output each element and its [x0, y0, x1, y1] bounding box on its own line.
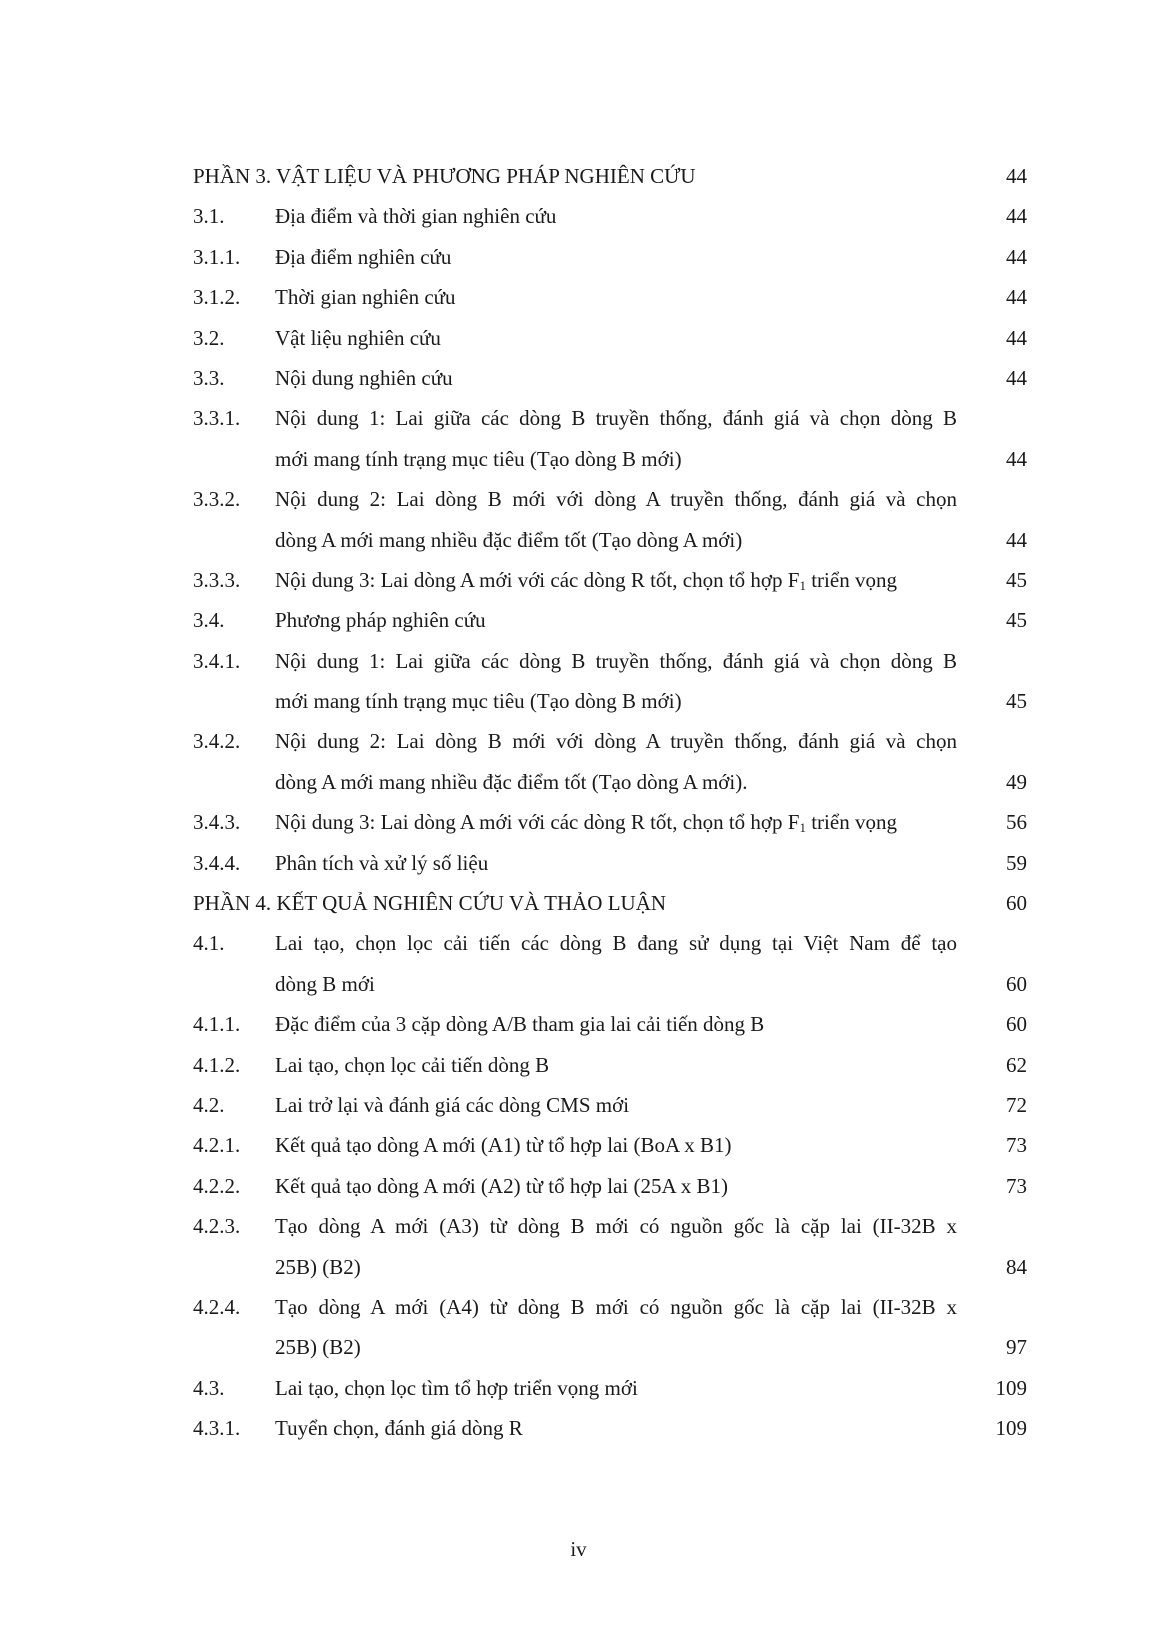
toc-page-number: 84 [1006, 1254, 1027, 1279]
toc-entry [193, 1085, 1027, 1125]
toc-section-title: Nội dung 2: Lai dòng B mới với dòng A truyền thống, đánh giá và chọn [275, 729, 957, 754]
toc-entry [193, 479, 1027, 519]
toc-section-title: Kết quả tạo dòng A mới (A2) từ tổ hợp lai (25A x B1) [275, 1173, 728, 1198]
toc-entry-continuation [193, 964, 1027, 1004]
toc-page-number: 97 [1006, 1335, 1027, 1360]
toc-page-number: 45 [1006, 567, 1027, 592]
toc-page-number: 44 [1006, 164, 1027, 188]
toc-page-number: 62 [1006, 1052, 1027, 1077]
toc-section-title [275, 802, 897, 842]
toc-section-title: Tuyển chọn, đánh giá dòng R [275, 1416, 523, 1441]
toc-section-title: Phân tích và xử lý số liệu [275, 850, 489, 875]
toc-section-title-continued: mới mang tính trạng mục tiêu (Tạo dòng B mới) [275, 689, 682, 714]
toc-page-number: 73 [1006, 1133, 1027, 1158]
toc-section-title: Kết quả tạo dòng A mới (A1) từ tổ hợp lai (BoA x B1) [275, 1133, 732, 1158]
toc-page-number: 60 [1006, 1012, 1027, 1037]
toc-section-title: Địa điểm nghiên cứu [275, 244, 452, 269]
toc-section-number: 3.1.2. [193, 285, 241, 310]
toc-section-number: 3.3.3. [193, 567, 241, 592]
toc-page-number: 59 [1006, 850, 1027, 875]
toc-entry [193, 277, 1027, 317]
toc-title-part: triển vọng [805, 810, 897, 835]
subscript: 1 [799, 577, 806, 593]
toc-page-number: 109 [995, 1416, 1027, 1441]
toc-title-part: Nội dung 3: Lai dòng A mới với các dòng R tốt, chọn tổ hợp F [275, 567, 800, 592]
toc-page-number: 49 [1006, 769, 1027, 794]
toc-section-title: Đặc điểm của 3 cặp dòng A/B tham gia lai cải tiến dòng B [275, 1012, 765, 1037]
toc-section-title: Lai tạo, chọn lọc cải tiến các dòng B đang sử dụng tại Việt Nam để tạo [275, 931, 957, 956]
toc-entry [193, 1125, 1027, 1165]
toc-section-title-continued: dòng A mới mang nhiều đặc điểm tốt (Tạo dòng A mới) [275, 527, 743, 552]
toc-section-number: 4.3. [193, 1375, 225, 1400]
toc-page-number: 72 [1006, 1092, 1027, 1117]
toc-entry [193, 358, 1027, 398]
toc-section-title: Nội dung nghiên cứu [275, 365, 453, 390]
toc-entry [193, 1206, 1027, 1246]
toc-section-number: 4.1. [193, 931, 225, 956]
toc-entry-continuation [193, 1247, 1027, 1287]
toc-entry-continuation [193, 762, 1027, 802]
toc-title-part: Nội dung 3: Lai dòng A mới với các dòng R tốt, chọn tổ hợp F [275, 810, 800, 835]
toc-entry [193, 600, 1027, 640]
table-of-contents [193, 156, 1027, 1449]
toc-section-title-continued: 25B) (B2) [275, 1254, 361, 1279]
toc-page-number: 44 [1006, 527, 1027, 552]
toc-page-number: 60 [1006, 891, 1027, 916]
toc-page-number: 44 [1006, 244, 1027, 269]
toc-entry-continuation [193, 1327, 1027, 1367]
toc-page-number: 44 [1006, 204, 1027, 229]
toc-entry [193, 802, 1027, 842]
toc-section-number: 4.2.1. [193, 1133, 241, 1158]
toc-section-number: 4.1.1. [193, 1012, 241, 1037]
toc-page-number: 45 [1006, 608, 1027, 633]
toc-section-number: 3.4. [193, 608, 225, 633]
toc-entry [193, 1045, 1027, 1085]
toc-section-number: 3.2. [193, 325, 225, 350]
toc-section-title: Phương pháp nghiên cứu [275, 608, 486, 633]
toc-entry [193, 1287, 1027, 1327]
toc-entry [193, 923, 1027, 963]
toc-entry [193, 398, 1027, 438]
page-footer-number: iv [570, 1537, 587, 1561]
toc-entry-continuation [193, 520, 1027, 560]
toc-entry [193, 1166, 1027, 1206]
toc-page-number: 45 [1006, 689, 1027, 714]
toc-entry-continuation [193, 681, 1027, 721]
toc-section-number: 3.3. [193, 365, 225, 390]
toc-page-number: 60 [1006, 971, 1027, 996]
toc-entry [193, 1408, 1027, 1448]
toc-heading-text: PHẦN 3. VẬT LIỆU VÀ PHƯƠNG PHÁP NGHIÊN CỨU [193, 164, 696, 188]
toc-section-number: 3.3.2. [193, 487, 241, 512]
toc-page-number: 44 [1006, 285, 1027, 310]
toc-section-title-continued: dòng B mới [275, 971, 375, 996]
toc-entry [193, 641, 1027, 681]
toc-section-number: 4.2.3. [193, 1214, 241, 1239]
toc-page-number: 44 [1006, 446, 1027, 471]
toc-entry [193, 1368, 1027, 1408]
toc-page-number: 73 [1006, 1173, 1027, 1198]
toc-title-part: triển vọng [805, 567, 897, 592]
toc-section-title: Tạo dòng A mới (A4) từ dòng B mới có nguồn gốc là cặp lai (II-32B x [275, 1294, 957, 1319]
toc-page-number: 109 [995, 1375, 1027, 1400]
toc-section-title-continued: 25B) (B2) [275, 1335, 361, 1360]
toc-section-title: Địa điểm và thời gian nghiên cứu [275, 204, 557, 229]
toc-section-number: 4.1.2. [193, 1052, 241, 1077]
toc-heading [193, 883, 1027, 923]
toc-section-title: Nội dung 1: Lai giữa các dòng B truyền thống, đánh giá và chọn dòng B [275, 648, 957, 673]
toc-heading-text: PHẦN 4. KẾT QUẢ NGHIÊN CỨU VÀ THẢO LUẬN [193, 891, 667, 916]
toc-section-title: Thời gian nghiên cứu [275, 285, 456, 310]
toc-page-number: 44 [1006, 325, 1027, 350]
toc-entry [193, 318, 1027, 358]
toc-section-title [275, 560, 897, 600]
toc-section-number: 3.4.3. [193, 810, 241, 835]
toc-section-title: Lai tạo, chọn lọc cải tiến dòng B [275, 1052, 550, 1077]
toc-section-number: 3.3.1. [193, 406, 241, 431]
toc-section-number: 4.2.4. [193, 1294, 241, 1319]
toc-entry [193, 1004, 1027, 1044]
toc-section-title: Vật liệu nghiên cứu [275, 325, 441, 350]
toc-section-title: Tạo dòng A mới (A3) từ dòng B mới có nguồn gốc là cặp lai (II-32B x [275, 1214, 957, 1239]
toc-section-number: 3.1. [193, 204, 225, 229]
toc-entry [193, 560, 1027, 600]
subscript: 1 [799, 820, 806, 836]
toc-section-title: Lai trở lại và đánh giá các dòng CMS mới [275, 1092, 630, 1117]
toc-section-number: 3.4.1. [193, 648, 241, 673]
toc-section-title: Nội dung 1: Lai giữa các dòng B truyền thống, đánh giá và chọn dòng B [275, 406, 957, 431]
toc-section-number: 3.4.4. [193, 850, 241, 875]
toc-page-number: 56 [1006, 810, 1027, 835]
toc-section-number: 4.3.1. [193, 1416, 241, 1441]
toc-entry-continuation [193, 439, 1027, 479]
toc-section-number: 3.1.1. [193, 244, 241, 269]
toc-entry [193, 196, 1027, 236]
toc-entry [193, 721, 1027, 761]
toc-section-number: 3.4.2. [193, 729, 241, 754]
toc-entry [193, 843, 1027, 883]
toc-section-title: Lai tạo, chọn lọc tìm tổ hợp triển vọng mới [275, 1375, 638, 1400]
toc-page-number: 44 [1006, 365, 1027, 390]
toc-entry [193, 237, 1027, 277]
toc-section-title-continued: dòng A mới mang nhiều đặc điểm tốt (Tạo dòng A mới). [275, 769, 748, 794]
toc-section-title-continued: mới mang tính trạng mục tiêu (Tạo dòng B mới) [275, 446, 682, 471]
toc-section-title: Nội dung 2: Lai dòng B mới với dòng A truyền thống, đánh giá và chọn [275, 487, 957, 512]
toc-section-number: 4.2.2. [193, 1173, 241, 1198]
toc-heading [193, 156, 1027, 196]
toc-section-number: 4.2. [193, 1092, 225, 1117]
